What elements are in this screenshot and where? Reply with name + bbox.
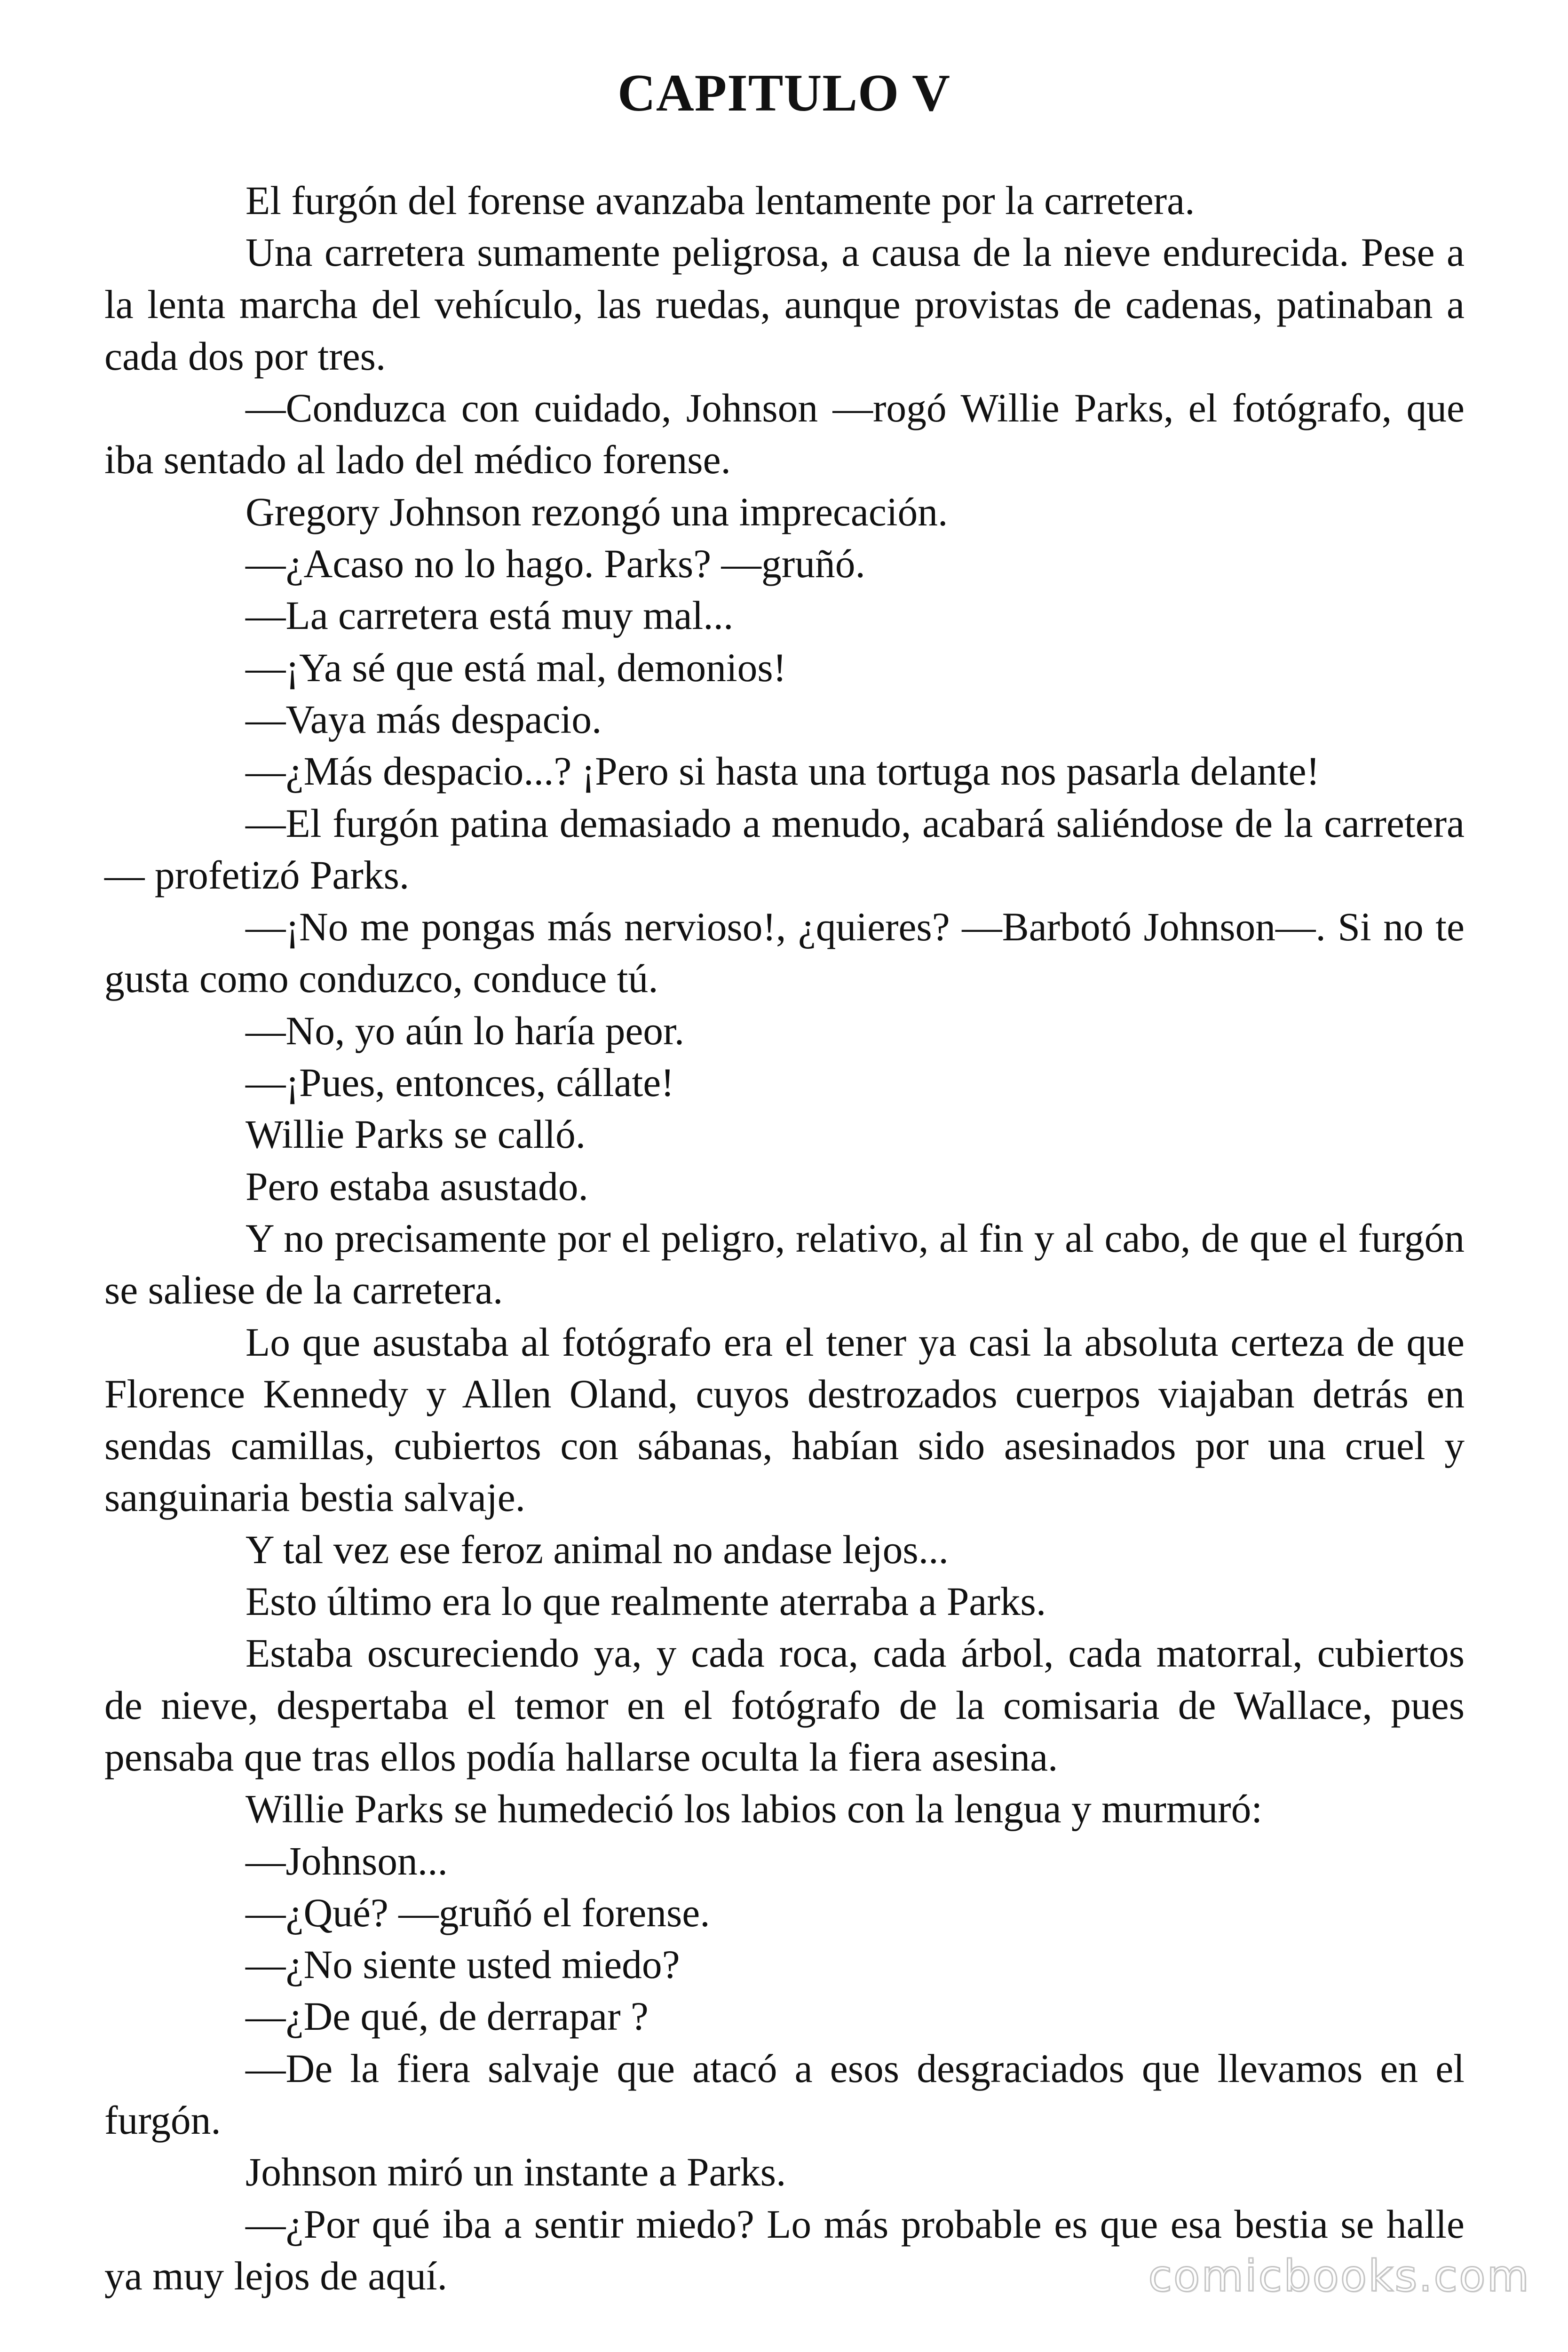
paragraph: Gregory Johnson rezongó una imprecación. bbox=[245, 490, 948, 534]
paragraph: —¿De qué, de derrapar ? bbox=[245, 1994, 649, 2039]
paragraph: —¡Ya sé que está mal, demonios! bbox=[245, 645, 787, 690]
paragraph: Willie Parks se humedeció los labios con la lengua y murmuró: bbox=[245, 1787, 1263, 1832]
chapter-body bbox=[104, 175, 1465, 2302]
paragraph: —¿Más despacio...? ¡Pero si hasta una tortuga nos pasarla delante! bbox=[245, 749, 1320, 794]
paragraph: —¡Pues, entonces, cállate! bbox=[245, 1061, 674, 1105]
paragraph: —¿Qué? —gruñó el forense. bbox=[245, 1891, 710, 1935]
paragraph: Lo que asustaba al fotógrafo era el tener ya casi la absoluta certeza de que Florence Kennedy y Allen Oland, cuyos destrozados cuerpos viajaban detrás en sendas camillas, cubiertos con sábanas, habían sido asesinados por una cruel y sanguinaria bestia salvaje. bbox=[104, 1320, 1465, 1520]
paragraph: —La carretera está muy mal... bbox=[245, 594, 734, 638]
paragraph: Pero estaba asustado. bbox=[245, 1164, 588, 1209]
paragraph: Esto último era lo que realmente aterraba a Parks. bbox=[245, 1580, 1046, 1624]
paragraph: —Conduzca con cuidado, Johnson —rogó Willie Parks, el fotógrafo, que iba sentado al lado del médico forense. bbox=[104, 386, 1465, 483]
paragraph: —No, yo aún lo haría peor. bbox=[245, 1009, 685, 1053]
chapter-title: CAPITULO V bbox=[617, 64, 951, 122]
paragraph: El furgón del forense avanzaba lentamente por la carretera. bbox=[245, 179, 1195, 223]
paragraph: Y tal vez ese feroz animal no andase lejos... bbox=[245, 1527, 949, 1572]
paragraph: Una carretera sumamente peligrosa, a causa de la nieve endurecida. Pese a la lenta marcha del vehículo, las ruedas, aunque provistas de cadenas, patinaban a cada dos por tres. bbox=[104, 230, 1465, 379]
watermark: comicbooks.com bbox=[1148, 2251, 1530, 2301]
paragraph: —El furgón patina demasiado a menudo, acabará saliéndose de la carretera — profetizó Parks. bbox=[104, 801, 1465, 898]
paragraph: Willie Parks se calló. bbox=[245, 1112, 586, 1157]
paragraph: —¿Acaso no lo hago. Parks? —gruñó. bbox=[245, 542, 865, 587]
paragraph: —Johnson... bbox=[245, 1839, 448, 1883]
paragraph: Y no precisamente por el peligro, relativo, al fin y al cabo, de que el furgón se saliese de la carretera. bbox=[104, 1216, 1465, 1313]
paragraph: —¿No siente usted miedo? bbox=[245, 1943, 680, 1987]
paragraph: —Vaya más despacio. bbox=[245, 697, 602, 742]
paragraph: Johnson miró un instante a Parks. bbox=[245, 2150, 786, 2195]
paragraph: —¡No me pongas más nervioso!, ¿quieres? —Barbotó Johnson—. Si no te gusta como conduzco, conduce tú. bbox=[104, 905, 1465, 1001]
paragraph: —¿Por qué iba a sentir miedo? Lo más probable es que esa bestia se halle ya muy lejos de aquí. bbox=[104, 2202, 1465, 2298]
paragraph: —De la fiera salvaje que atacó a esos desgraciados que llevamos en el furgón. bbox=[104, 2046, 1465, 2143]
paragraph: Estaba oscureciendo ya, y cada roca, cada árbol, cada matorral, cubiertos de nieve, despertaba el temor en el fotógrafo de la comisaria de Wallace, pues pensaba que tras ellos podía hallarse oculta la fiera asesina. bbox=[104, 1631, 1465, 1780]
